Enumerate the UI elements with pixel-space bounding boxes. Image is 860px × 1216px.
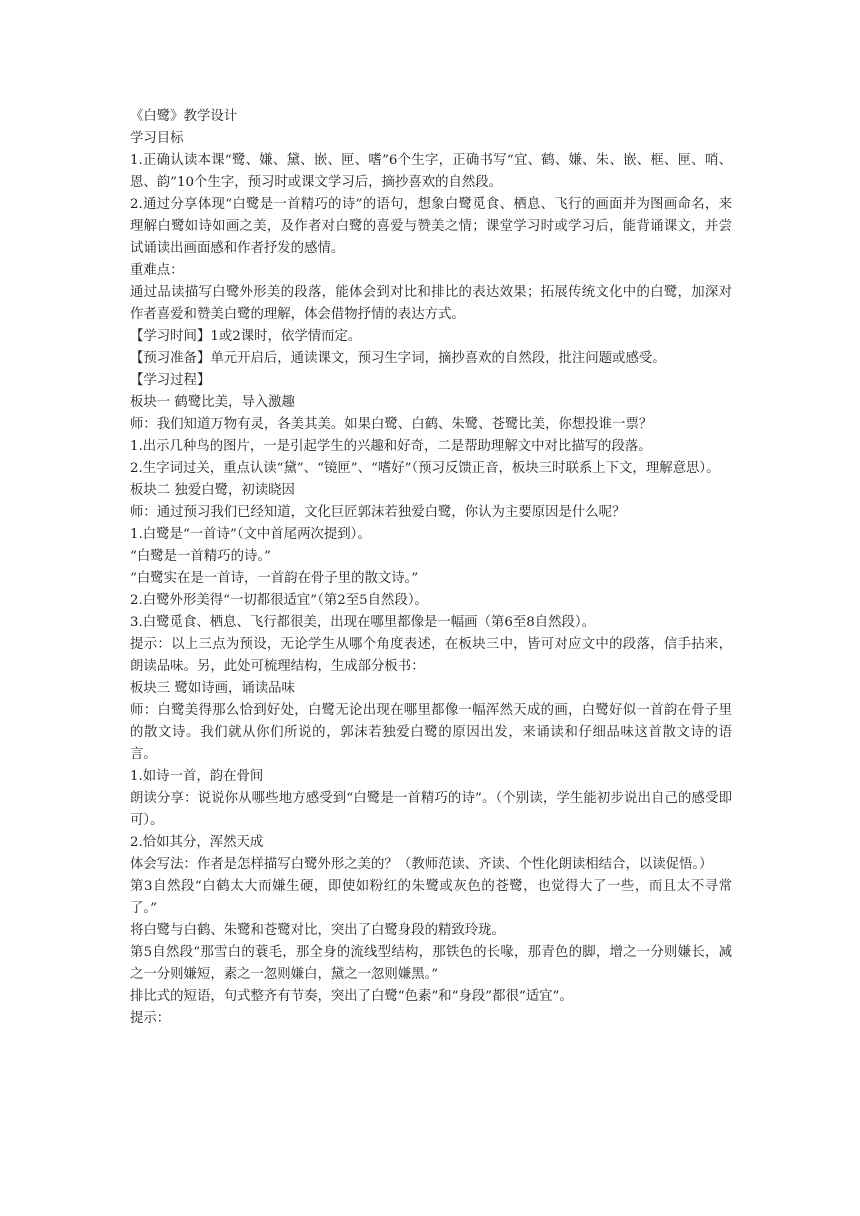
paragraph: 1.白鹭是“一首诗”（文中首尾两次提到）。 [130, 527, 371, 542]
paragraph: 2.恰如其分，浑然天成 [130, 835, 264, 850]
document-page [130, 106, 732, 1030]
quote: “白鹭是一首精巧的诗。” [130, 549, 271, 564]
paragraph: 2.生字词过关，重点认读“黛”、“镜匣”、“嗜好”（预习反馈正音，板块三时联系上下文，理解意思）。 [130, 461, 720, 476]
section-heading: 重难点： [130, 263, 184, 278]
quote: “白鹭实在是一首诗，一首韵在骨子里的散文诗。” [130, 571, 419, 586]
paragraph: 1.正确认读本课“鹭、嫌、黛、嵌、匣、嗜”6个生字，正确书写“宜、鹤、嫌、朱、嵌、框、匣、哨、恩、韵”10个生字，预习时或课文学习后，摘抄喜欢的自然段。 [130, 153, 732, 190]
paragraph: 排比式的短语，句式整齐有节奏，突出了白鹭“色素”和“身段”都很“适宜”。 [130, 989, 573, 1004]
block-heading: 板块三 鹭如诗画，诵读品味 [130, 681, 295, 696]
paragraph: 师：白鹭美得那么恰到好处，白鹭无论出现在哪里都像一幅浑然天成的画，白鹭好似一首韵在骨子里的散文诗。我们就从你们所说的，郭沫若独爱白鹭的原因出发，来诵读和仔细品味这首散文诗的语言。 [130, 703, 732, 762]
paragraph: 提示：以上三点为预设，无论学生从哪个角度表述，在板块三中，皆可对应文中的段落，信手拈来，朗读品味。另，此处可梳理结构，生成部分板书： [130, 637, 732, 674]
paragraph: 朗读分享：说说你从哪些地方感受到“白鹭是一首精巧的诗”。（个别读，学生能初步说出自己的感受即可）。 [130, 791, 732, 828]
paragraph: 3.白鹭觅食、栖息、飞行都很美，出现在哪里都像是一幅画（第6至8自然段）。 [130, 615, 596, 630]
doc-title: 《白鹭》教学设计 [130, 109, 238, 124]
paragraph: 师：我们知道万物有灵，各美其美。如果白鹭、白鹤、朱鹭、苍鹭比美，你想投谁一票？ [130, 417, 653, 432]
paragraph: 通过品读描写白鹭外形美的段落，能体会到对比和排比的表达效果；拓展传统文化中的白鹭，加深对作者喜爱和赞美白鹭的理解，体会借物抒情的表达方式。 [130, 285, 732, 322]
section-heading: 【学习过程】 [130, 373, 211, 388]
block-heading: 板块一 鹤鹭比美，导入激趣 [130, 395, 295, 410]
paragraph: 第3自然段“白鹤太大而嫌生硬，即使如粉红的朱鹭或灰色的苍鹭，也觉得大了一些，而且太不寻常了。” [130, 879, 732, 916]
paragraph: 【学习时间】1或2课时，依学情而定。 [130, 329, 362, 344]
paragraph: 2.通过分享体现“白鹭是一首精巧的诗”的语句，想象白鹭觅食、栖息、飞行的画面并为图画命名，来理解白鹭如诗如画之美，及作者对白鹭的喜爱与赞美之情；课堂学习时或学习后，能背诵课文，并尝试诵读出画面感和作者抒发的感情。 [130, 197, 732, 256]
block-heading: 板块二 独爱白鹭，初读晓因 [130, 483, 295, 498]
paragraph: 将白鹭与白鹤、朱鹭和苍鹭对比，突出了白鹭身段的精致玲珑。 [130, 923, 505, 938]
paragraph: 体会写法：作者是怎样描写白鹭外形之美的？（教师范读、齐读、个性化朗读相结合，以读促悟。） [130, 857, 713, 872]
paragraph: 师：通过预习我们已经知道，文化巨匠郭沫若独爱白鹭，你认为主要原因是什么呢？ [130, 505, 626, 520]
paragraph: 1.出示几种鸟的图片，一是引起学生的兴趣和好奇，二是帮助理解文中对比描写的段落。 [130, 439, 652, 454]
paragraph: 第5自然段“那雪白的蓑毛，那全身的流线型结构，那铁色的长喙，那青色的脚，增之一分则嫌长，减之一分则嫌短，素之一忽则嫌白，黛之一忽则嫌黑。” [130, 945, 732, 982]
paragraph: 提示： [130, 1011, 171, 1026]
paragraph: 2.白鹭外形美得“一切都很适宜”（第2至5自然段）。 [130, 593, 428, 608]
paragraph: 1.如诗一首，韵在骨间 [130, 769, 264, 784]
section-heading: 学习目标 [130, 131, 184, 146]
paragraph: 【预习准备】单元开启后，通读课文，预习生字词，摘抄喜欢的自然段，批注问题或感受。 [130, 351, 666, 366]
